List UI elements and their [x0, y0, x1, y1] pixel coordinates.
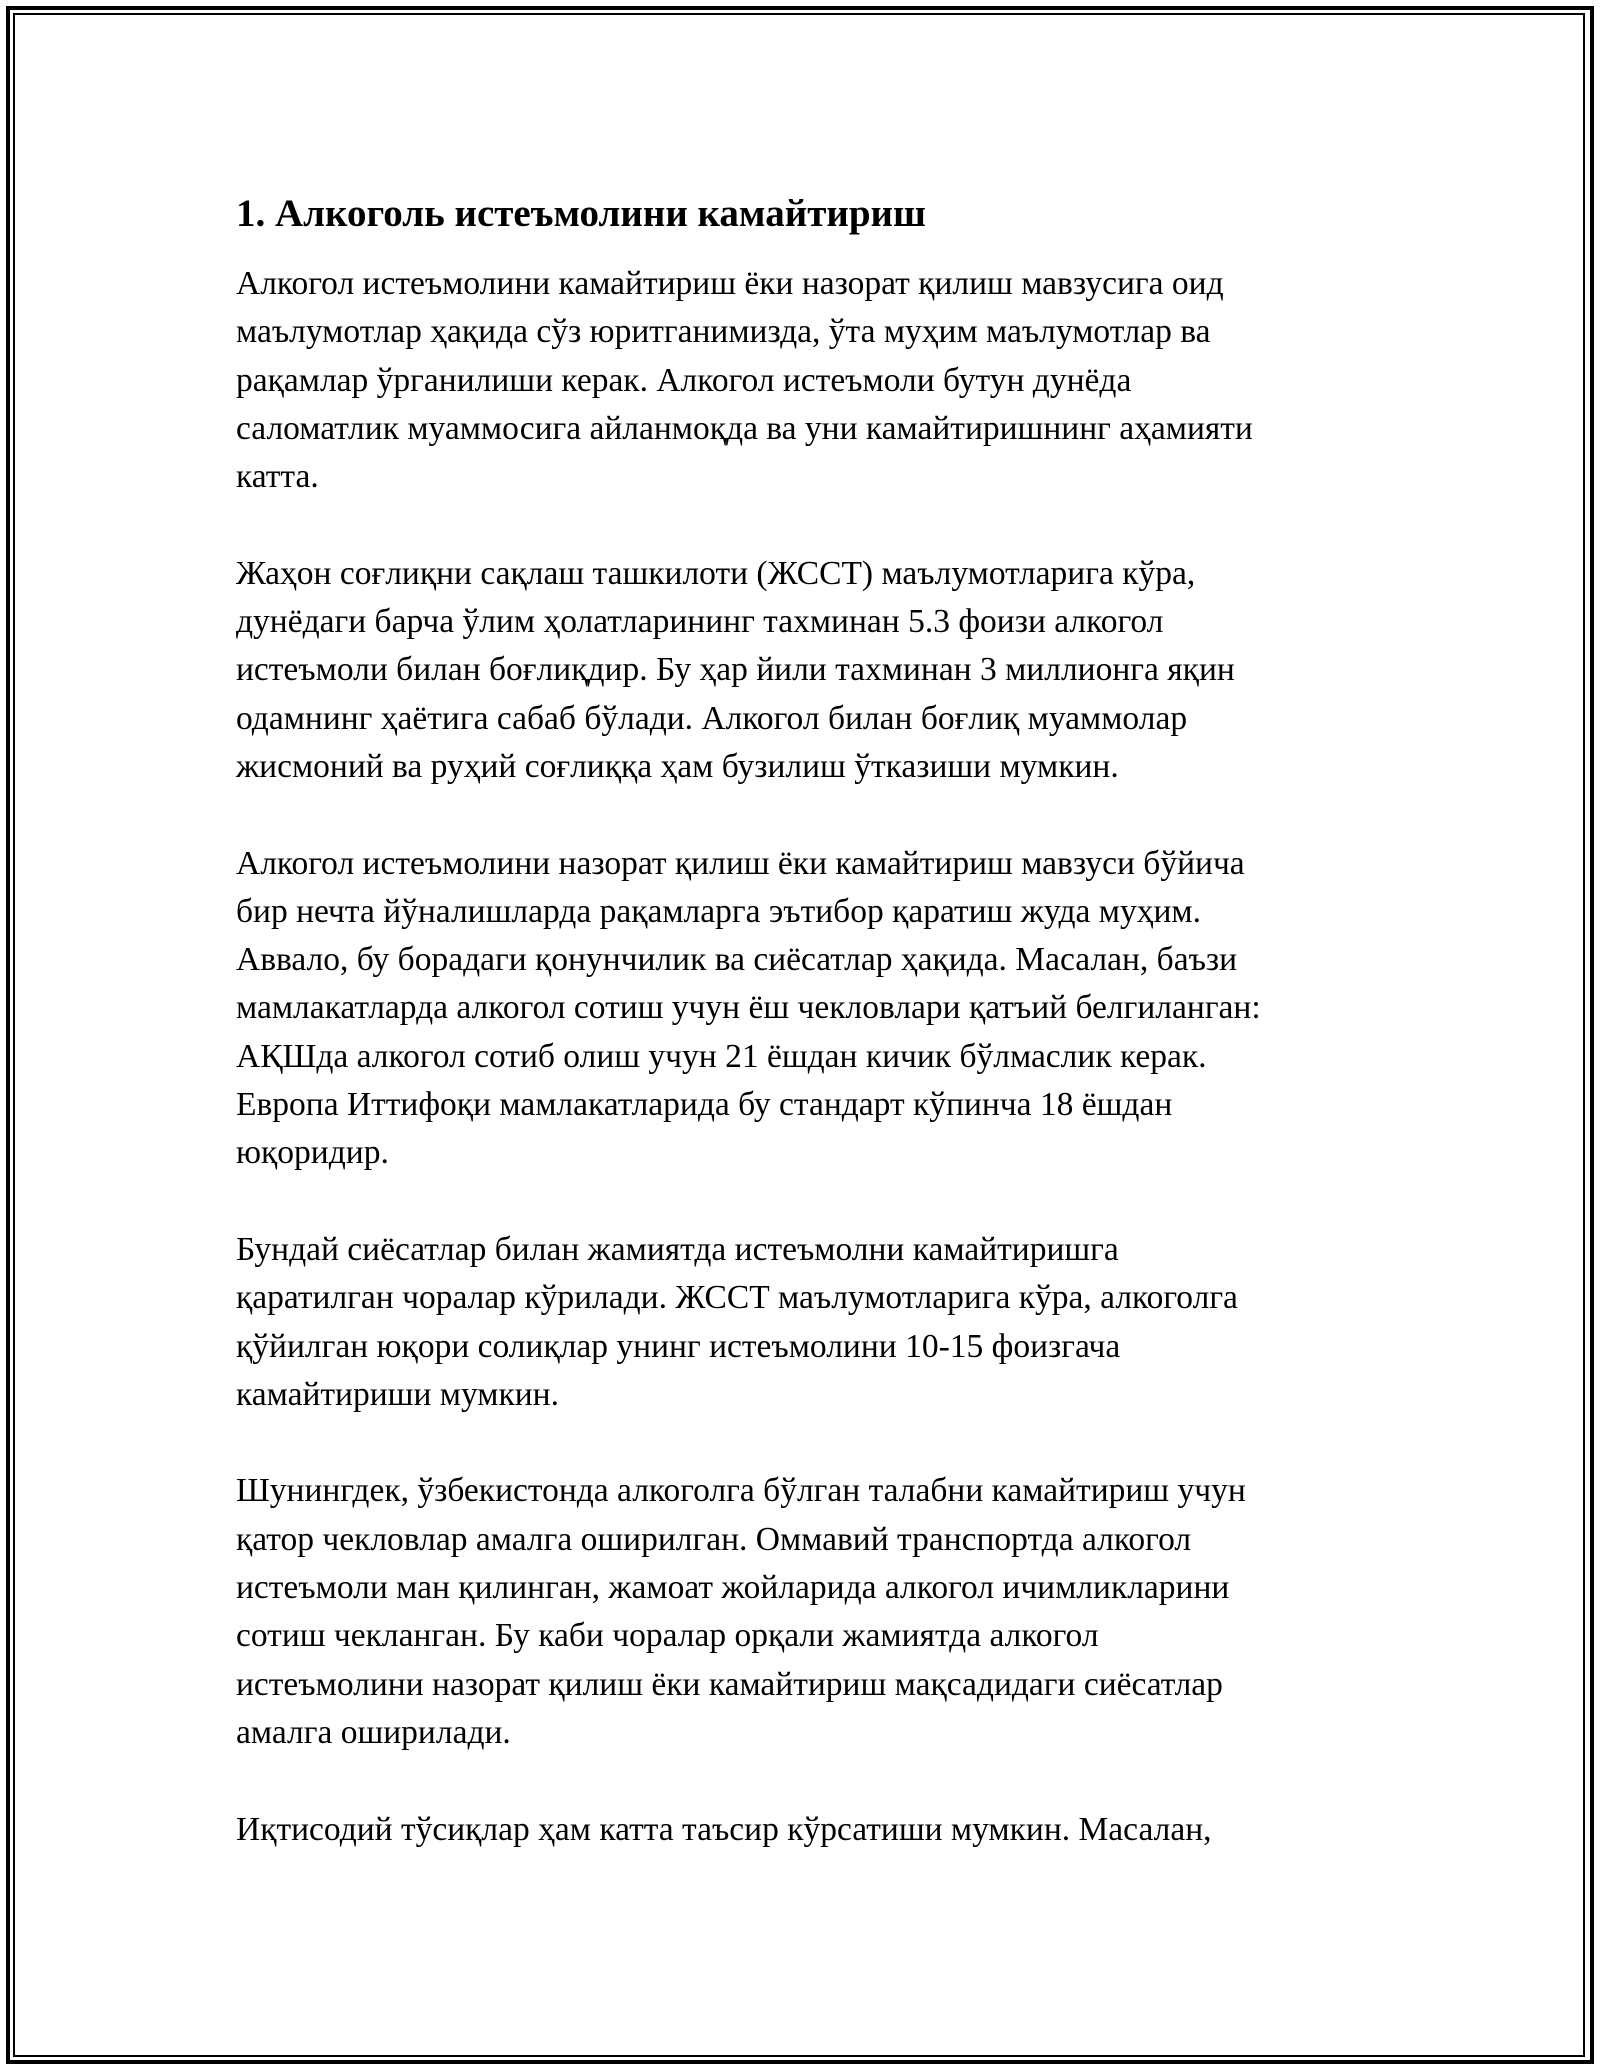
- paragraph-taxes: Бундай сиёсатлар билан жамиятда истеъмолни камайтиришга қаратилган чоралар кўрилади. ЖССТ маълумотларига кўра, алкоголга қўйилган юқори солиқлар унинг истеъмолини 10-15 фоизгача камайтириши мумкин.: [236, 1230, 1238, 1413]
- paragraph-intro: Алкогол истеъмолини камайтириш ёки назорат қилиш мавзусига оид маълумотлар ҳақида сўз юритганимизда, ўта муҳим маълумотлар ва рақамлар ўрганилиши керак. Алкогол истеъмоли бутун дунёда саломатлик муаммосига айланмоқда ва уни камайтиришнинг аҳамияти катта.: [236, 265, 1253, 496]
- paragraph-who-statistics: Жаҳон соғлиқни сақлаш ташкилоти (ЖССТ) маълумотларига кўра, дунёдаги барча ўлим ҳолатларининг тахминан 5.3 фоизи алкогол истеъмоли билан боғлиқдир. Бу ҳар йили тахминан 3 миллионга яқин одамнинг ҳаётига сабаб бўлади. Алкогол билан боғлиқ муаммолар жисмоний ва руҳий соғлиққа ҳам бузилиш ўтказиши мумкин.: [236, 554, 1235, 785]
- paragraph-legislation: Алкогол истеъмолини назорат қилиш ёки камайтириш мавзуси бўйича бир нечта йўналишларда рақамларга эътибор қаратиш жуда муҳим. Аввало, бу борадаги қонунчилик ва сиёсатлар ҳақида. Масалан, баъзи мамлакатларда алкогол сотиш учун ёш чекловлари қатъий белгиланган: АҚШда алкогол сотиб олиш учун 21 ёшдан кичик бўлмаслик керак. Европа Иттифоқи мамлакатларида бу стандарт кўпинча 18 ёшдан юқоридир.: [236, 844, 1261, 1172]
- document-body: [236, 188, 1366, 1902]
- section-heading: 1. Алкоголь истеъмолини камайтириш: [236, 192, 926, 235]
- paragraph-economic-barriers: Иқтисодий тўсиқлар ҳам катта таъсир кўрсатиши мумкин. Масалан,: [236, 1810, 1212, 1848]
- paragraph-uzbekistan: Шунингдек, ўзбекистонда алкоголга бўлган талабни камайтириш учун қатор чекловлар амалга оширилган. Оммавий транспортда алкогол истеъмоли ман қилинган, жамоат жойларида алкогол ичимликларини сотиш чекланган. Бу каби чоралар орқали жамиятда алкогол истеъмолини назорат қилиш ёки камайтириш мақсадидаги сиёсатлар амалга оширилади.: [236, 1472, 1246, 1751]
